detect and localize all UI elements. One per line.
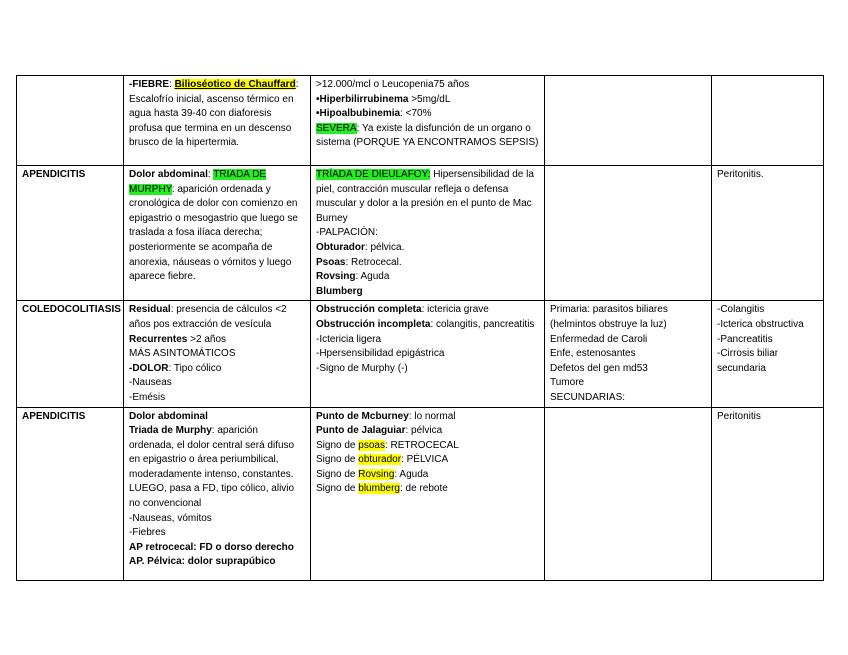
cell-signs xyxy=(311,76,545,166)
cell-clinical xyxy=(124,301,311,407)
text: Hipersensibilidad de la piel, contracción muscular refleja o defensa muscular y dolor a la presión en el punto de Mac Burney xyxy=(316,169,534,224)
text-bold: Dolor abdominal xyxy=(129,169,208,180)
text-bold: Blumberg xyxy=(316,285,363,297)
text-line xyxy=(316,318,539,333)
text: -Icterica obstructiva xyxy=(717,318,804,330)
text-bold: Obstrucción completa xyxy=(316,304,422,316)
text: : de rebote xyxy=(399,483,448,495)
text: -PALPACIÓN: xyxy=(316,227,378,239)
text: : xyxy=(207,169,214,180)
text: -Ictericia ligera xyxy=(316,333,382,345)
text-line xyxy=(316,468,539,483)
text: : lo normal xyxy=(408,410,456,422)
text: -Cirrosis biliar secundaria xyxy=(717,348,779,374)
text: Signo de xyxy=(316,454,359,466)
cell-causes xyxy=(545,76,712,166)
text: Escalofrío inicial, ascenso térmico en agua hasta 39-40 con diaforesis profusa que termina en un descenso brusco de la hipertermia. xyxy=(129,93,294,149)
text: -Colangitis xyxy=(717,304,765,316)
text: >2 años xyxy=(187,333,227,345)
text: >12.000/mcl o Leucopenia75 años xyxy=(316,79,470,90)
highlight-yellow: Rovsing xyxy=(358,468,395,480)
highlight-green: TRIADA DE MURPHY xyxy=(129,169,267,195)
highlight-yellow: blumberg xyxy=(358,483,400,495)
text-line xyxy=(129,362,305,377)
table-row xyxy=(17,407,824,580)
text-bold: •Hiperbilirrubinema xyxy=(316,93,409,105)
text: : Aguda xyxy=(355,271,390,283)
text-bold: Triada de Murphy xyxy=(129,425,212,437)
text-line xyxy=(316,93,539,108)
text: : colangitis, pancreatitis xyxy=(430,318,535,330)
text: Signo de xyxy=(316,439,359,451)
cell-signs xyxy=(311,166,545,301)
text: : <70% xyxy=(400,108,432,120)
text-bold: Rovsing xyxy=(316,271,356,283)
text: MÁS ASINTOMÁTICOS xyxy=(129,348,236,360)
text-line xyxy=(316,107,539,122)
text-line xyxy=(316,439,539,454)
text-bold: -DOLOR xyxy=(129,362,169,374)
cell-complications: Peritonitis xyxy=(712,407,824,580)
text-line xyxy=(316,482,539,497)
text-bold: Residual xyxy=(129,304,171,316)
text: Enfermedad de Caroli xyxy=(550,333,648,345)
table-row xyxy=(17,301,824,407)
text-line xyxy=(316,122,539,151)
cell-clinical xyxy=(124,407,311,580)
highlight-yellow: Bilioséotico de Chauffard xyxy=(174,79,296,90)
text: : Retrocecal. xyxy=(345,256,402,268)
text: Tumore xyxy=(550,377,585,389)
text-line xyxy=(316,241,539,256)
table-row xyxy=(17,76,824,166)
text: -Pancreatitis xyxy=(717,333,773,345)
cell-clinical xyxy=(124,76,311,166)
cell-signs xyxy=(311,407,545,580)
text: -Signo de Murphy (-) xyxy=(316,362,408,374)
cell-disease: APENDICITIS xyxy=(17,166,124,301)
cell-complications: Peritonitis. xyxy=(712,166,824,301)
text: Signo de xyxy=(316,468,359,480)
text: : pélvica xyxy=(405,425,443,437)
text-bold: Obstrucción incompleta xyxy=(316,318,431,330)
cell-complications xyxy=(712,76,824,166)
text: : ictericia grave xyxy=(421,304,489,316)
highlight-green: TRÍADA DE DIEULAFOY: xyxy=(316,169,431,180)
text-line xyxy=(316,270,539,285)
text: : Tipo cólico xyxy=(168,362,222,374)
text: : Ya existe la disfunción de un organo o sistema (PORQUE YA ENCONTRAMOS SEPSIS) xyxy=(316,122,539,149)
text-bold: Recurrentes xyxy=(129,333,188,345)
text-line xyxy=(316,168,539,226)
text: : xyxy=(169,79,175,90)
text-bold: AP retrocecal: FD o dorso derecho xyxy=(129,541,294,553)
text: -Emésis xyxy=(129,391,166,403)
cell-disease xyxy=(17,76,124,166)
cell-causes xyxy=(545,166,712,301)
text-line xyxy=(316,424,539,439)
text: : presencia de cálculos <2 años pos extracción de vesícula xyxy=(129,304,287,330)
text-bold: AP. Pélvica: dolor suprapúbico xyxy=(129,556,276,568)
text-bold: Obturador xyxy=(316,241,365,253)
text: Enfe, estenosantes xyxy=(550,348,636,360)
text-bold: Psoas xyxy=(316,256,346,268)
cell-signs xyxy=(311,301,545,407)
text: : aparición ordenada, el dolor central será difuso en epigastrio o área periumbilical, moderadamente intenso, constantes. LUEGO, pasa a FD, tipo cólico, alivio no convencional xyxy=(129,425,295,510)
text: -Hpersensibilidad epigástrica xyxy=(316,348,445,360)
text: SECUNDARIAS: xyxy=(550,391,626,403)
text: >5mg/dL xyxy=(408,93,451,105)
text-line xyxy=(129,424,305,512)
text: -Nauseas xyxy=(129,377,172,389)
cell-complications xyxy=(712,301,824,407)
text-bold: Punto de Mcburney xyxy=(316,410,409,422)
text-bold: -FIEBRE xyxy=(129,79,169,90)
text-line xyxy=(129,333,305,348)
clinical-table xyxy=(16,75,824,581)
highlight-yellow: psoas xyxy=(358,439,385,451)
text: Signo de xyxy=(316,483,359,495)
highlight-green: SEVERA xyxy=(316,122,357,134)
text: : RETROCECAL xyxy=(384,439,459,451)
text-line xyxy=(316,303,539,318)
cell-disease: APENDICITIS xyxy=(17,407,124,580)
text: : aparición ordenada y cronológica de dolor con comienzo en epigastrio o mesogastrio que luego se traslada a fosa ilíaca derecha; posteriormente se acompaña de anorexia, náuseas o vómitos y luego aparece fiebre. xyxy=(129,183,298,283)
text: : xyxy=(295,79,299,90)
highlight-yellow: obturador xyxy=(358,454,402,466)
text: -Nauseas, vómitos xyxy=(129,512,212,524)
text-bold: •Hipoalbubinemia xyxy=(316,108,401,120)
text: : PÉLVICA xyxy=(401,454,449,466)
cell-causes xyxy=(545,301,712,407)
text: : Aguda xyxy=(394,468,429,480)
text-line xyxy=(129,303,305,332)
text: : pélvica. xyxy=(364,241,405,253)
text: Primaria: parasitos biliares (helmintos obstruye la luz) xyxy=(550,304,668,330)
text: -Fiebres xyxy=(129,527,166,539)
cell-disease: COLEDOCOLITIASIS xyxy=(17,301,124,407)
cell-clinical xyxy=(124,166,311,301)
text-bold: Dolor abdominal xyxy=(129,410,208,422)
cell-causes xyxy=(545,407,712,580)
text-line xyxy=(316,453,539,468)
table-row xyxy=(17,166,824,301)
text-line xyxy=(316,256,539,271)
text-line xyxy=(316,410,539,425)
text: Defetos del gen md53 xyxy=(550,362,648,374)
text-bold: Punto de Jalaguiar xyxy=(316,425,406,437)
